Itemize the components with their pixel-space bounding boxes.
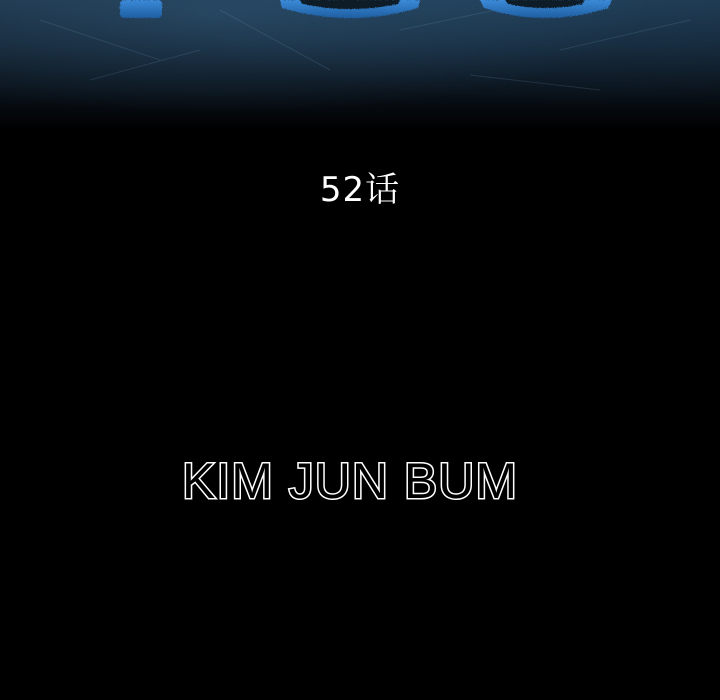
author-name: KIM JUN BUM [182, 453, 518, 509]
chapter-label: 52话 [319, 170, 401, 210]
title-art-banner [0, 0, 720, 130]
title-lettering-icon [0, 0, 720, 130]
